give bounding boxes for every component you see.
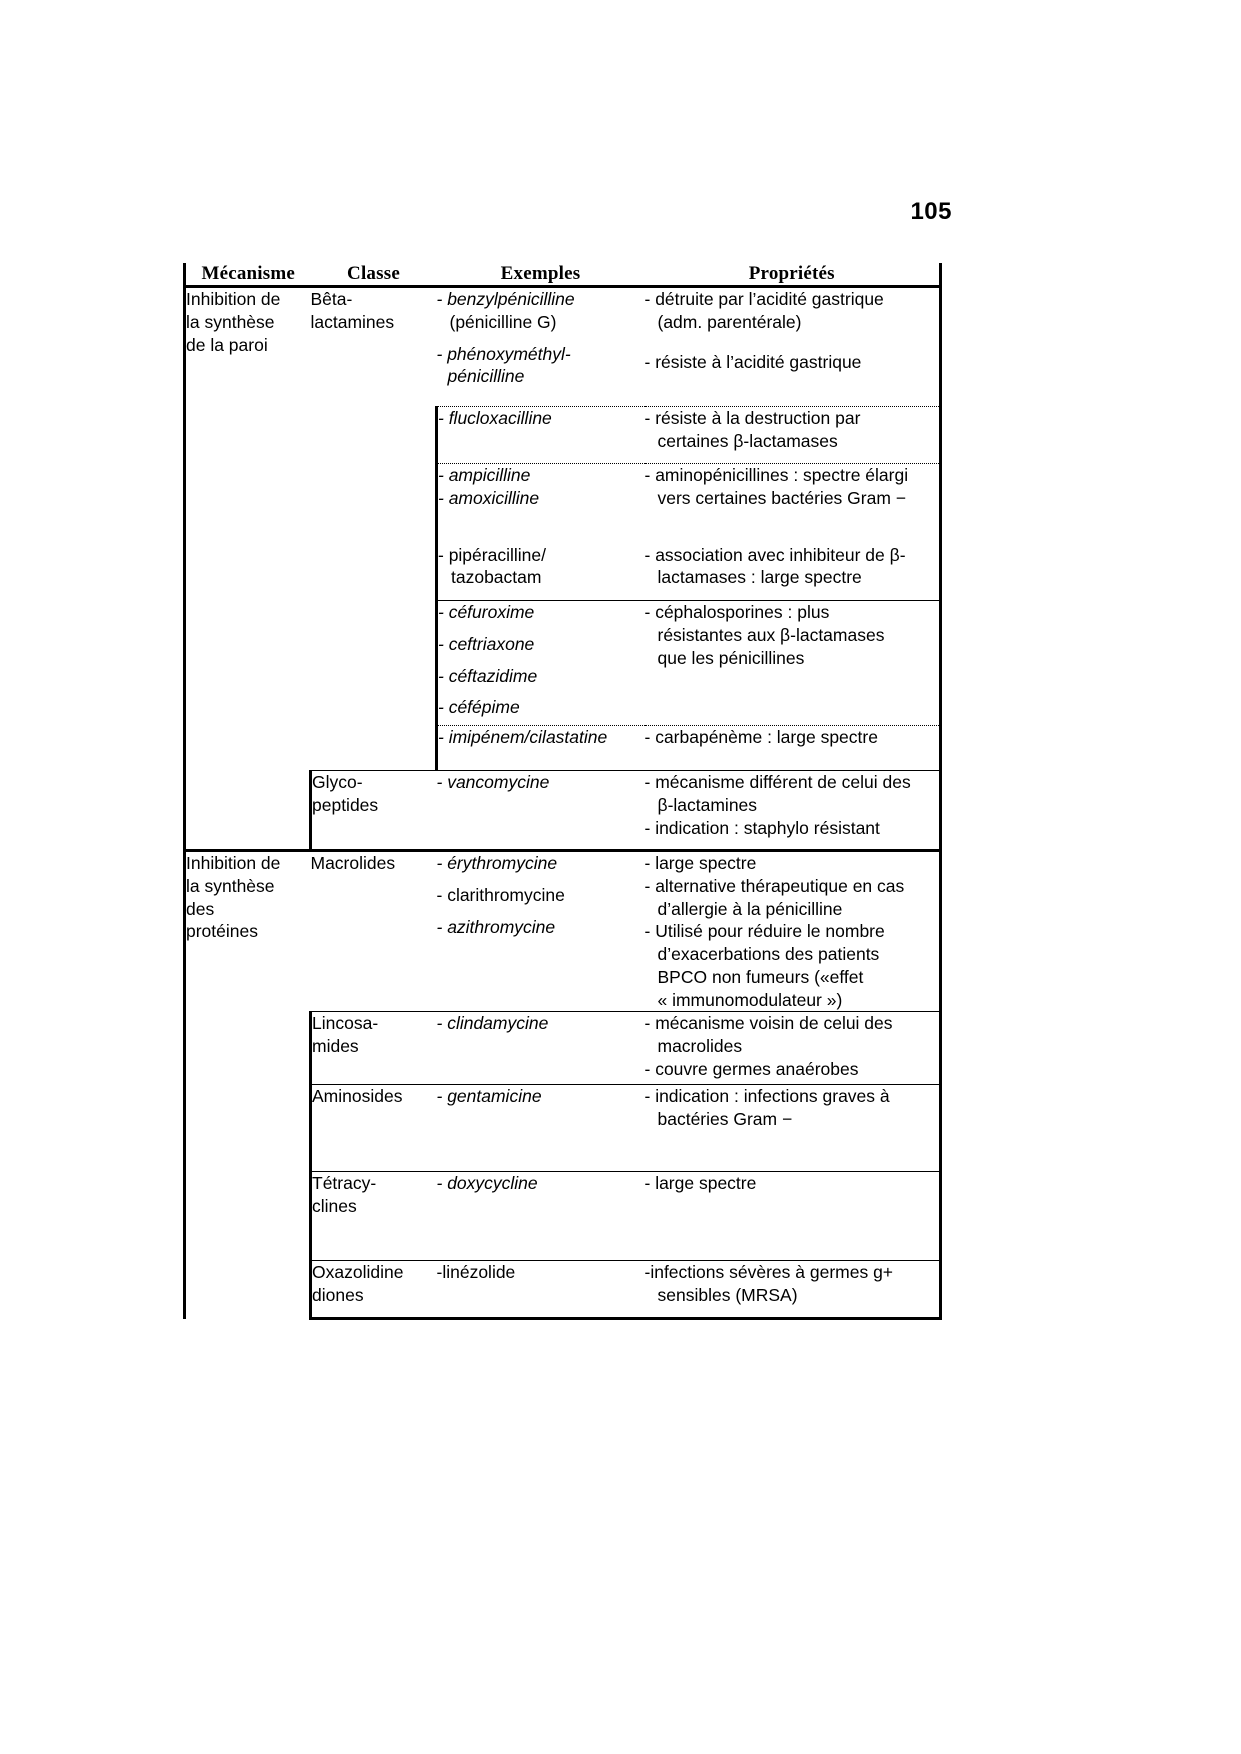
column-header-exemples: Exemples [500, 263, 581, 284]
table-row [185, 287, 941, 407]
text-line: d’allergie à la pénicilline [657, 898, 843, 919]
text-line: vers certaines bactéries Gram − [657, 487, 906, 508]
text-line: clines [312, 1196, 357, 1216]
text-line: - résiste à la destruction par [644, 408, 861, 428]
text-line: lactamases : large spectre [657, 567, 862, 588]
text-line: - céphalosporines : plus [644, 602, 830, 622]
text-line: - ampicilline [438, 465, 531, 485]
text-line: - imipénem/cilastatine [438, 727, 608, 747]
cell-proprietes [645, 1012, 941, 1085]
cell-proprietes [645, 771, 941, 851]
text-line: - érythromycine [436, 853, 558, 873]
line-gap [437, 907, 645, 916]
cell-proprietes [645, 851, 941, 1012]
cell-proprietes [645, 407, 941, 464]
text-line: - pipéracilline/ [438, 544, 546, 565]
text-line: Aminosides [312, 1086, 403, 1107]
text-line: protéines [186, 921, 258, 942]
text-line: - gentamicine [436, 1086, 542, 1107]
text-line: - mécanisme voisin de celui des [644, 1013, 893, 1034]
text-line: - association avec inhibiteur de β- [644, 544, 906, 565]
cell-classe [311, 851, 437, 1012]
text-line: Oxazolidine [312, 1262, 404, 1283]
text-line: Inhibition de [186, 853, 281, 873]
column-header-classe: Classe [347, 263, 400, 284]
text-line: - benzylpénicilline [436, 289, 575, 309]
cell-classe [311, 1012, 437, 1085]
table-header [185, 263, 941, 287]
text-line: BPCO non fumeurs («effet [657, 966, 864, 987]
cell-proprietes [645, 726, 941, 771]
cell-mecanisme [185, 287, 311, 851]
text-line: - indication : infections graves à [644, 1086, 890, 1107]
text-line: (adm. parentérale) [657, 311, 802, 332]
text-line: tazobactam [451, 567, 542, 588]
text-line: de la paroi [186, 334, 268, 355]
cell-classe [311, 1261, 437, 1319]
cell-proprietes [645, 601, 941, 726]
cell-exemples [437, 1012, 645, 1085]
text-line: Glyco- [312, 772, 363, 792]
text-line: « immunomodulateur ») [657, 989, 843, 1010]
text-line: - alternative thérapeutique en cas [644, 875, 905, 896]
text-line: - doxycycline [436, 1173, 538, 1194]
text-line: pénicilline [447, 366, 525, 387]
text-line: - clindamycine [436, 1013, 549, 1034]
text-line: - ceftriaxone [438, 633, 535, 654]
text-line: - détruite par l’acidité gastrique [644, 289, 884, 309]
text-line: Inhibition de [186, 289, 281, 309]
text-line: (pénicilline G) [449, 311, 557, 332]
text-line: diones [312, 1285, 364, 1305]
text-line: Tétracy- [312, 1173, 377, 1194]
text-line: - aminopénicillines : spectre élargi [644, 465, 909, 485]
text-line: la synthèse [186, 875, 275, 896]
line-gap [645, 510, 940, 544]
text-line: - résiste à l’acidité gastrique [644, 351, 862, 372]
text-line: -infections sévères à germes g+ [644, 1262, 894, 1283]
text-line: - large spectre [644, 853, 757, 873]
line-gap [438, 687, 645, 696]
line-gap [645, 334, 940, 351]
table-body [185, 287, 941, 1319]
text-line: lactamines [310, 311, 395, 332]
line-gap [437, 334, 645, 343]
text-line: - céfuroxime [438, 602, 535, 622]
text-line: peptides [312, 794, 379, 815]
cell-proprietes [645, 287, 941, 407]
column-header-proprietes: Propriétés [645, 263, 941, 287]
cell-proprietes [645, 1172, 941, 1261]
text-line: bactéries Gram − [657, 1109, 793, 1129]
text-line: Bêta- [310, 289, 353, 309]
text-line: - mécanisme différent de celui des [644, 772, 911, 792]
cell-proprietes [645, 464, 941, 601]
text-line: - flucloxacilline [438, 408, 552, 428]
text-line: Lincosa- [312, 1013, 379, 1034]
cell-exemples [437, 1085, 645, 1172]
cell-exemples [437, 851, 645, 1012]
text-line: - carbapénème : large spectre [644, 727, 878, 747]
line-gap [438, 656, 645, 665]
antibiotics-table-container [183, 263, 939, 1320]
page-number: 105 [910, 198, 952, 225]
cell-mecanisme [185, 851, 311, 1319]
cell-exemples [437, 601, 645, 726]
text-line: d’exacerbations des patients [657, 944, 880, 964]
cell-exemples [437, 464, 645, 601]
text-line: -linézolide [436, 1262, 516, 1283]
text-line: certaines β-lactamases [657, 430, 838, 451]
line-gap [438, 510, 645, 544]
cell-exemples [437, 1172, 645, 1261]
cell-exemples [437, 726, 645, 771]
text-line: - amoxicilline [438, 487, 540, 508]
cell-proprietes [645, 1085, 941, 1172]
text-line: - couvre germes anaérobes [644, 1058, 859, 1079]
column-header-mecanisme: Mécanisme [185, 263, 311, 287]
text-line: la synthèse [186, 311, 275, 332]
text-line: - vancomycine [436, 772, 550, 792]
cell-classe [311, 1172, 437, 1261]
text-line: - large spectre [644, 1173, 757, 1194]
text-line: - phénoxyméthyl- [436, 343, 571, 364]
text-line: que les pénicillines [657, 647, 805, 668]
text-line: - Utilisé pour réduire le nombre [644, 921, 885, 942]
cell-classe [311, 287, 437, 771]
text-line: sensibles (MRSA) [657, 1285, 798, 1305]
text-line: des [186, 898, 215, 919]
cell-exemples [437, 771, 645, 851]
cell-exemples [437, 407, 645, 464]
text-line: β-lactamines [657, 794, 758, 815]
cell-exemples [437, 287, 645, 407]
cell-proprietes [645, 1261, 941, 1319]
text-line: macrolides [657, 1036, 743, 1056]
header-row [185, 263, 941, 287]
cell-exemples [437, 1261, 645, 1319]
text-line: mides [312, 1036, 359, 1056]
cell-classe [311, 771, 437, 851]
antibiotics-table [183, 263, 942, 1320]
text-line: - indication : staphylo résistant [644, 817, 880, 838]
table-row [185, 851, 941, 1012]
text-line: résistantes aux β-lactamases [657, 624, 885, 645]
text-line: - azithromycine [436, 916, 556, 937]
cell-classe [311, 1085, 437, 1172]
text-line: Macrolides [310, 853, 396, 873]
text-line: - clarithromycine [436, 884, 565, 905]
line-gap [438, 624, 645, 633]
line-gap [437, 875, 645, 884]
text-line: - céftazidime [438, 665, 538, 686]
text-line: - céfépime [438, 697, 520, 718]
